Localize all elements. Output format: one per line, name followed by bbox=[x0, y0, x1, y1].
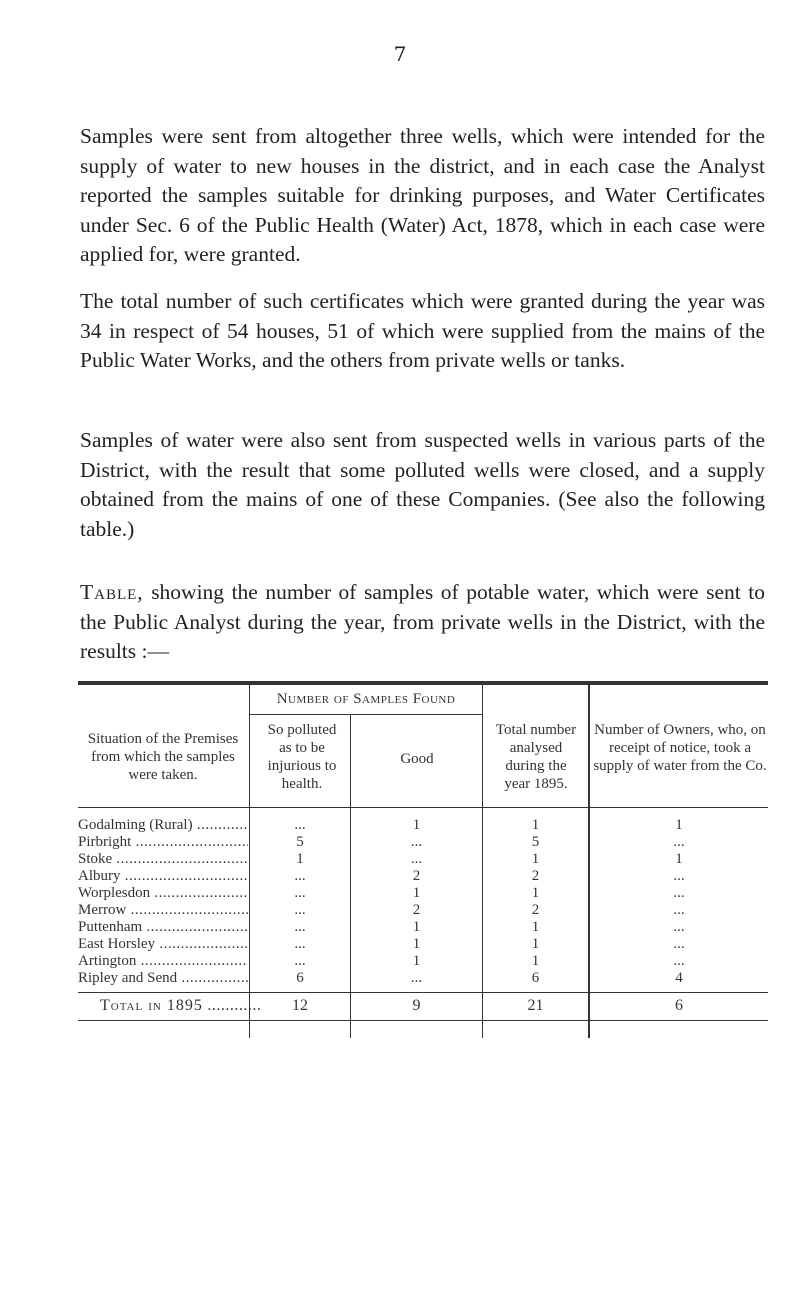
header-good: Good bbox=[400, 751, 434, 767]
table-intro-text: showing the number of samples of potable water, which were sent to the Public Analyst during the year, from private wells in the District, with the results :— bbox=[80, 580, 765, 663]
row-owners: 1 bbox=[675, 817, 683, 833]
row-place: Merrow ..... bbox=[78, 902, 248, 919]
row-owners: ... bbox=[673, 834, 685, 850]
header-total: Total number analysed during the year 1895. bbox=[495, 722, 577, 792]
row-total: 1 bbox=[531, 817, 540, 833]
table-bottom-rule bbox=[78, 1020, 768, 1021]
paragraph-wells-samples bbox=[80, 122, 765, 270]
totals-owners: 6 bbox=[675, 997, 683, 1014]
row-total: 5 bbox=[531, 834, 540, 850]
paragraph-text: Samples were sent from altogether three wells, which were intended for the supply of water to new houses in the district, and in each case the Analyst reported the samples suitable for drinking purposes, and Water Certificates under Sec. 6 of the Public Health (Water) Act, 1878, which in each case were applied for, were granted. bbox=[80, 124, 765, 266]
row-total: 1 bbox=[531, 885, 540, 901]
header-bottom-rule bbox=[78, 807, 768, 808]
row-good: 1 bbox=[412, 919, 421, 935]
paragraph-text: The total number of such certificates which were granted during the year was 34 in respect of 54 houses, 51 of which were supplied from the mains of the Public Water Works, and the others from private wells or tanks. bbox=[80, 289, 765, 372]
row-polluted: ... bbox=[294, 885, 306, 901]
paragraph-suspected-wells bbox=[80, 426, 765, 544]
row-place: Pirbright ..... bbox=[78, 834, 248, 851]
totals-top-rule bbox=[78, 992, 768, 993]
row-good: ... bbox=[410, 834, 423, 850]
row-polluted: ... bbox=[294, 902, 306, 918]
row-owners: ... bbox=[673, 902, 685, 918]
header-owners: Number of Owners, who, on receipt of notice, took a supply of water from the Co. bbox=[593, 722, 767, 774]
row-good: ... bbox=[410, 851, 423, 867]
paragraph-text: Samples of water were also sent from suspected wells in various parts of the District, with the result that some polluted wells were closed, and a supply obtained from the mains of one of these Companies. (See also the following table.) bbox=[80, 428, 765, 541]
row-good: 2 bbox=[412, 868, 421, 884]
table-lead-word: Table, bbox=[80, 580, 144, 604]
row-place: Artington ..... bbox=[78, 953, 248, 970]
group-header-rule bbox=[250, 714, 482, 715]
row-total: 6 bbox=[531, 970, 540, 986]
row-polluted: 5 bbox=[296, 834, 304, 850]
row-good: 2 bbox=[412, 902, 421, 918]
row-place: Ripley and Send ..... bbox=[78, 970, 248, 987]
row-owners: ... bbox=[673, 885, 685, 901]
row-place: Godalming (Rural) ..... bbox=[78, 817, 248, 834]
table-row bbox=[78, 970, 768, 990]
header-polluted: So polluted as to be injurious to health. bbox=[267, 722, 337, 792]
table-top-rule bbox=[78, 681, 768, 685]
header-samples-found: Number of Samples Found bbox=[276, 691, 456, 707]
row-good: 1 bbox=[412, 953, 421, 969]
row-total: 1 bbox=[531, 936, 540, 952]
row-owners: 1 bbox=[675, 851, 683, 867]
row-place: Puttenham ..... bbox=[78, 919, 248, 936]
row-polluted: ... bbox=[294, 953, 306, 969]
page-number: 7 bbox=[393, 42, 407, 66]
paragraph-certificates bbox=[80, 287, 765, 376]
row-polluted: 6 bbox=[296, 970, 304, 986]
totals-label: Total in 1895 ..... bbox=[100, 997, 260, 1015]
row-total: 1 bbox=[531, 851, 540, 867]
row-total: 2 bbox=[531, 902, 540, 918]
row-good: 1 bbox=[412, 936, 421, 952]
row-owners: ... bbox=[673, 936, 685, 952]
row-polluted: ... bbox=[294, 936, 306, 952]
row-place: Worplesdon ..... bbox=[78, 885, 248, 902]
row-owners: 4 bbox=[675, 970, 683, 986]
row-good: 1 bbox=[412, 885, 421, 901]
row-owners: ... bbox=[673, 953, 685, 969]
row-good: ... bbox=[410, 970, 423, 986]
row-owners: ... bbox=[673, 868, 685, 884]
row-place: Albury ..... bbox=[78, 868, 248, 885]
row-total: 1 bbox=[531, 919, 540, 935]
row-polluted: ... bbox=[294, 919, 306, 935]
row-place: Stoke ..... bbox=[78, 851, 248, 868]
paragraph-table-intro bbox=[80, 578, 765, 667]
row-total: 2 bbox=[531, 868, 540, 884]
header-situation: Situation of the Premises from which the samples were taken. bbox=[87, 731, 239, 783]
row-polluted: ... bbox=[294, 868, 306, 884]
paragraph-text bbox=[80, 578, 765, 667]
row-owners: ... bbox=[673, 919, 685, 935]
totals-polluted: 12 bbox=[292, 997, 308, 1014]
row-place: East Horsley ..... bbox=[78, 936, 248, 953]
row-polluted: 1 bbox=[296, 851, 304, 867]
row-total: 1 bbox=[531, 953, 540, 969]
totals-total: 21 bbox=[527, 997, 544, 1014]
row-polluted: ... bbox=[294, 817, 306, 833]
totals-good: 9 bbox=[412, 997, 421, 1014]
row-good: 1 bbox=[412, 817, 421, 833]
